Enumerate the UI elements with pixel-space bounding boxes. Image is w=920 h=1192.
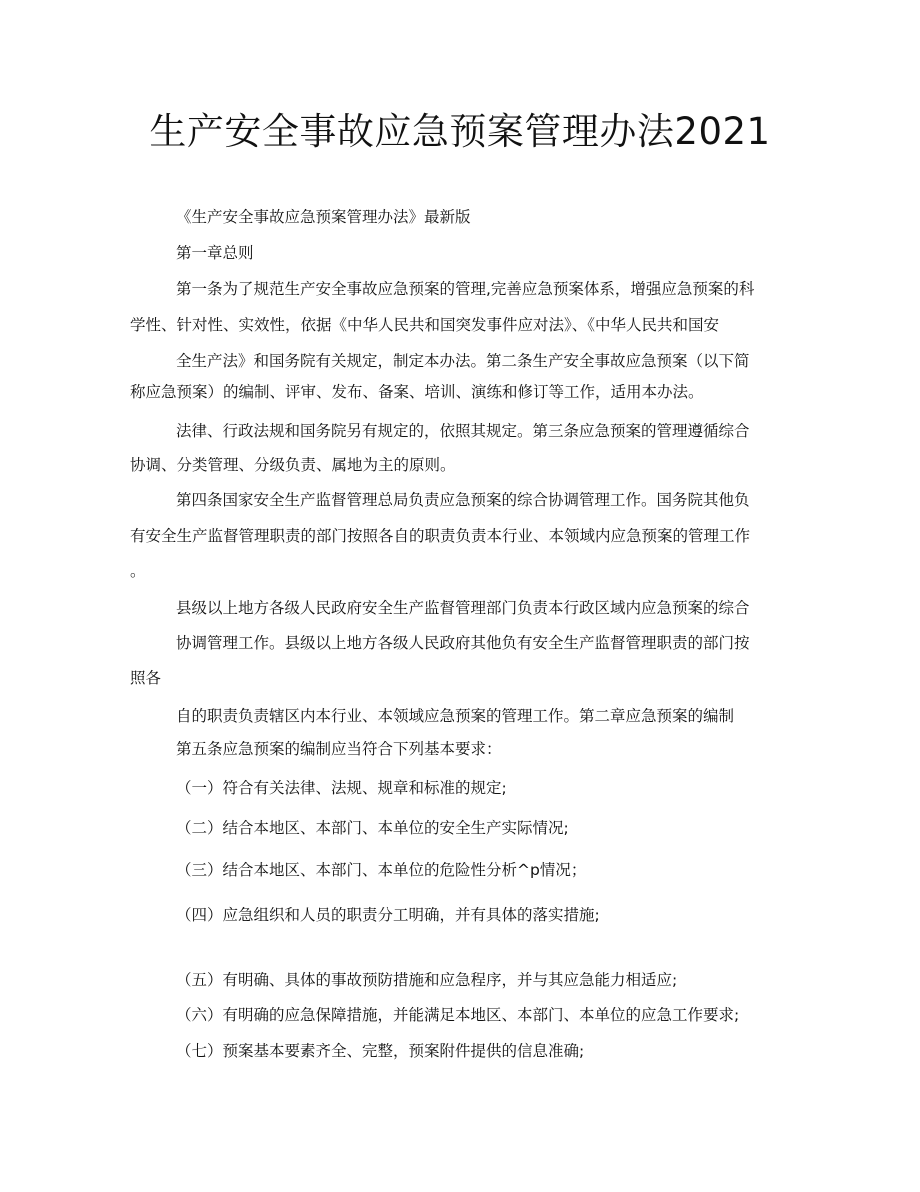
paragraph-line: 。	[130, 562, 146, 580]
paragraph-line: 学性、针对性、实效性，依据《中华人民共和国突发事件应对法》、《中华人民共和国安	[130, 316, 720, 334]
paragraph-line: 第一条为了规范生产安全事故应急预案的管理,完善应急预案体系，增强应急预案的科	[176, 280, 755, 298]
chapter-heading: 第一章总则	[176, 244, 254, 262]
list-item: （一）符合有关法律、法规、规章和标准的规定;	[176, 779, 507, 797]
paragraph-line: 称应急预案）的编制、评审、发布、备案、培训、演练和修订等工作，适用本办法。	[130, 383, 704, 401]
list-item: （四）应急组织和人员的职责分工明确，并有具体的落实措施;	[176, 906, 600, 924]
list-item: （五）有明确、具体的事故预防措施和应急程序，并与其应急能力相适应;	[176, 971, 678, 989]
document-title: 生产安全事故应急预案管理办法2021	[149, 110, 771, 153]
paragraph-line: 法律、行政法规和国务院另有规定的，依照其规定。第三条应急预案的管理遵循综合	[176, 422, 750, 440]
paragraph-line: 《生产安全事故应急预案管理办法》最新版	[176, 208, 471, 226]
paragraph-line: 照各	[130, 669, 162, 687]
list-item: （七）预案基本要素齐全、完整，预案附件提供的信息准确;	[176, 1042, 585, 1060]
list-item: （三）结合本地区、本部门、本单位的危险性分析^p情况；	[176, 861, 587, 879]
paragraph-line: 第五条应急预案的编制应当符合下列基本要求：	[176, 740, 502, 758]
paragraph-line: 有安全生产监督管理职责的部门按照各自的职责负责本行业、本领域内应急预案的管理工作	[130, 527, 751, 545]
list-item: （二）结合本地区、本部门、本单位的安全生产实际情况;	[176, 819, 569, 837]
paragraph-line: 县级以上地方各级人民政府安全生产监督管理部门负责本行政区域内应急预案的综合	[176, 599, 750, 617]
list-item: （六）有明确的应急保障措施，并能满足本地区、本部门、本单位的应急工作要求;	[176, 1006, 740, 1024]
paragraph-line: 第四条国家安全生产监督管理总局负责应急预案的综合协调管理工作。国务院其他负	[176, 491, 750, 509]
paragraph-line: 协调管理工作。县级以上地方各级人民政府其他负有安全生产监督管理职责的部门按	[176, 634, 750, 652]
paragraph-line: 协调、分类管理、分级负责、属地为主的原则。	[130, 456, 456, 474]
paragraph-line: 全生产法》和国务院有关规定，制定本办法。第二条生产安全事故应急预案（以下简	[176, 352, 750, 370]
paragraph-line: 自的职责负责辖区内本行业、本领域应急预案的管理工作。第二章应急预案的编制	[176, 707, 735, 725]
